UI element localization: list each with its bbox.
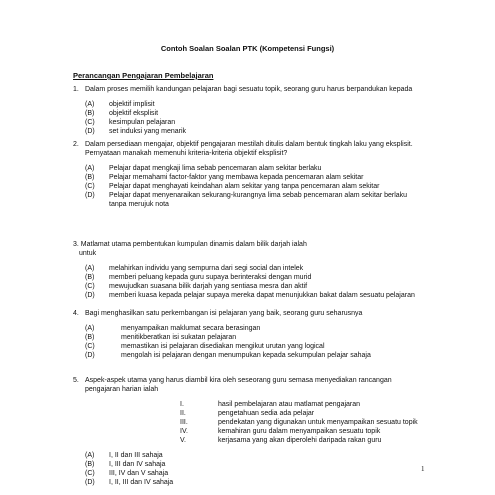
option-c: [73, 469, 425, 478]
question-stem: 3. Matlamat utama pembentukan kumpulan dinamis dalam bilik darjah ialah: [73, 241, 307, 248]
statement-label: IV.: [180, 428, 188, 435]
question-number: 5.: [73, 377, 79, 384]
question-2: [73, 140, 425, 209]
statement-text: pengetahuan sedia ada pelajar: [218, 410, 315, 417]
option-label: (C): [85, 119, 95, 126]
option-text: Pelajar dapat menghayati keindahan alam sekitar yang tanpa pencemaran alam sekitar: [109, 183, 380, 190]
question-prompt: Pernyataan manakah memenuhi kriteria-kriteria objektif eksplisit?: [85, 150, 288, 157]
page-number: 1: [421, 465, 425, 473]
option-b: [73, 109, 425, 118]
question-4: [73, 309, 425, 360]
option-label: (A): [85, 165, 95, 172]
statement-i: [73, 400, 425, 409]
question-stem: Bagi menghasilkan satu perkembangan isi pelajaran yang baik, seorang guru seharusnya: [85, 310, 363, 317]
option-text: Pelajar dapat mengkaji lima sebab pencemaran alam sekitar berlaku: [109, 165, 322, 172]
option-b: [73, 173, 425, 182]
statement-text: kemahiran guru dalam menyampaikan sesuatu topik: [218, 428, 381, 435]
option-c: [73, 342, 425, 351]
statement-text: pendekatan yang digunakan untuk menyampaikan sesuatu topik: [218, 419, 418, 426]
option-text: Pelajar dapat menyenaraikan sekurang-kurangnya lima sebab pencemaran alam sekitar berlaku tanpa merujuk nota: [109, 192, 408, 208]
statement-label: V.: [180, 437, 186, 444]
option-list: [73, 100, 425, 136]
option-d: [73, 127, 425, 136]
option-list: [73, 164, 425, 209]
question-stem-continued: untuk: [79, 250, 97, 257]
document-title: Contoh Soalan Soalan PTK (Kompetensi Fungsi): [160, 44, 335, 53]
option-b: [73, 460, 425, 469]
option-a: [73, 324, 425, 333]
option-label: (A): [85, 101, 95, 108]
option-text: memberi kuasa kepada pelajar supaya mereka dapat menunjukkan bakat dalam sesuatu pelajaran: [109, 292, 415, 299]
statement-v: [73, 436, 425, 445]
statement-label: II.: [180, 410, 186, 417]
option-label: (D): [85, 128, 95, 135]
option-d: [73, 291, 425, 300]
statement-list: [73, 400, 425, 445]
option-list: [73, 264, 425, 300]
option-text: Pelajar memahami factor-faktor yang membawa kepada pencemaran alam sekitar: [109, 174, 364, 181]
question-5: [73, 376, 425, 487]
statement-iv: [73, 427, 425, 436]
option-text: memberi peluang kepada guru supaya berinteraksi dengan murid: [109, 274, 312, 281]
option-label: (B): [85, 174, 95, 181]
option-a: [73, 164, 425, 173]
option-a: [73, 100, 425, 109]
option-text: menyampaikan maklumat secara berasingan: [121, 325, 261, 332]
option-d: [73, 478, 425, 487]
option-list: [73, 324, 425, 360]
option-label: (D): [85, 292, 95, 299]
option-text: objektif eksplisit: [109, 110, 159, 117]
option-text: menitikberatkan isi sukatan pelajaran: [121, 334, 237, 341]
option-label: (C): [85, 283, 95, 290]
option-label: (D): [85, 352, 95, 359]
option-text: I, II dan III sahaja: [109, 452, 163, 459]
question-number: 2.: [73, 141, 79, 148]
option-d: [73, 191, 425, 209]
statement-iii: [73, 418, 425, 427]
option-text: mewujudkan suasana bilik darjah yang sentiasa mesra dan aktif: [109, 283, 308, 290]
option-label: (A): [85, 265, 95, 272]
option-text: kesimpulan pelajaran: [109, 119, 176, 126]
option-text: mengolah isi pelajaran dengan menumpukan kepada sekumpulan pelajar sahaja: [121, 352, 371, 359]
section-heading: Perancangan Pengajaran Pembelajaran: [73, 71, 214, 80]
option-label: (C): [85, 470, 95, 477]
option-text: memastikan isi pelajaran disediakan mengikut urutan yang logical: [121, 343, 325, 350]
question-number: 4.: [73, 310, 79, 317]
option-label: (C): [85, 183, 95, 190]
option-text: III, IV dan V sahaja: [109, 470, 169, 477]
option-label: (B): [85, 334, 95, 341]
option-text: melahirkan individu yang sempurna dari segi social dan intelek: [109, 265, 304, 272]
option-label: (A): [85, 325, 95, 332]
option-text: set induksi yang menarik: [109, 128, 187, 135]
question-number: 1.: [73, 86, 79, 93]
option-b: [73, 333, 425, 342]
statement-text: kerjasama yang akan diperolehi daripada rakan guru: [218, 437, 382, 444]
option-label: (A): [85, 452, 95, 459]
statement-text: hasil pembelajaran atau matlamat pengajaran: [218, 401, 361, 408]
question-stem: Dalam persediaan mengajar, objektif pengajaran mestilah ditulis dalam bentuk tingkah laku yang eksplisit.: [85, 141, 413, 148]
option-text: objektif implisit: [109, 101, 155, 108]
option-label: (B): [85, 461, 95, 468]
statement-label: I.: [180, 401, 184, 408]
option-label: (D): [85, 192, 95, 199]
option-a: [73, 264, 425, 273]
option-label: (B): [85, 274, 95, 281]
option-label: (D): [85, 479, 95, 486]
question-stem: Aspek-aspek utama yang harus diambil kira oleh seseorang guru semasa menyediakan rancangan pengajaran harian ialah: [85, 377, 392, 393]
option-text: I, II, III dan IV sahaja: [109, 479, 174, 486]
option-a: [73, 451, 425, 460]
option-b: [73, 273, 425, 282]
statement-ii: [73, 409, 425, 418]
statement-label: III.: [180, 419, 188, 426]
option-c: [73, 118, 425, 127]
option-label: (B): [85, 110, 95, 117]
question-1: [73, 85, 425, 136]
option-label: (C): [85, 343, 95, 350]
option-text: I, III dan IV sahaja: [109, 461, 166, 468]
question-3: [73, 240, 425, 300]
option-c: [73, 182, 425, 191]
option-list: [73, 451, 425, 487]
option-d: [73, 351, 425, 360]
option-c: [73, 282, 425, 291]
question-stem: Dalam proses memilih kandungan pelajaran bagi sesuatu topik, seorang guru harus berpandukan kepada: [85, 86, 413, 93]
